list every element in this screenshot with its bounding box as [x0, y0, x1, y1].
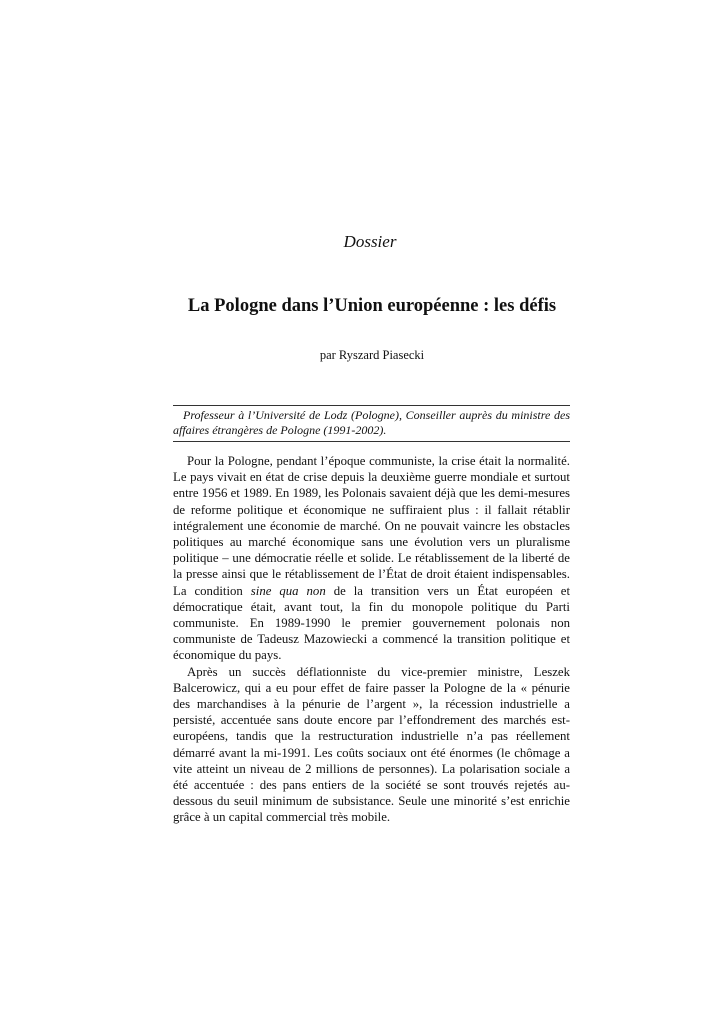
italic-phrase: sine qua non	[250, 583, 326, 598]
affiliation-text: Professeur à l’Université de Lodz (Pologne), Conseiller auprès du ministre des affaires étrangères de Pologne (1991-2002).	[173, 408, 570, 437]
author-affiliation-footnote	[173, 405, 570, 442]
article-title: La Pologne dans l’Union européenne : les défis	[187, 296, 557, 316]
author-byline: par Ryszard Piasecki	[319, 348, 425, 362]
article-body	[173, 453, 570, 826]
paragraph-text: Pour la Pologne, pendant l’époque communiste, la crise était la normalité. Le pays vivait en état de crise depuis la deuxième guerre mondiale et surtout entre 1956 et 1989. En 1989, les Polonais savaient déjà que les demi-mesures de reforme politique et économique ne suffiraient plus : il fallait rétablir intégralement une économie de marché. On ne pouvait vaincre les obstacles politiques au marché économique sans une évolution vers un pluralisme politique – une démocratie réelle et solide. Le rétablissement de la liberté de la presse ainsi que le rétablissement de l’État de droit étaient indispensables. La condition	[173, 454, 570, 598]
section-label: Dossier	[343, 232, 397, 251]
paragraph-text: de la transition vers un État européen et démocratique était, avant tout, la fin du monopole politique du Parti communiste. En 1989-1990 le premier gouvernement polonais non communiste de Tadeusz Mazowiecki a commencé la transition politique et économique du pays.	[173, 583, 571, 663]
body-paragraph	[173, 453, 570, 664]
body-paragraph: Après un succès déflationniste du vice-premier ministre, Leszek Balcerowicz, qui a eu pour effet de faire passer la Pologne de la « pénurie des marchandises à la pénurie de l’argent », la récession industrielle a persisté, accentuée sans doute encore par l’effondrement des marchés est-européens, tandis que la restructuration industrielle n’a pas réellement démarré avant la mi-1991. Les coûts sociaux ont été énormes (le chômage a vite atteint un niveau de 2 millions de personnes). La polarisation sociale a été accentuée : des pans entiers de la société se sont trouvés rejetés au-dessous du seuil minimum de subsistance. Seule une minorité s’est enrichie grâce à un capital commercial très mobile.	[173, 664, 570, 825]
